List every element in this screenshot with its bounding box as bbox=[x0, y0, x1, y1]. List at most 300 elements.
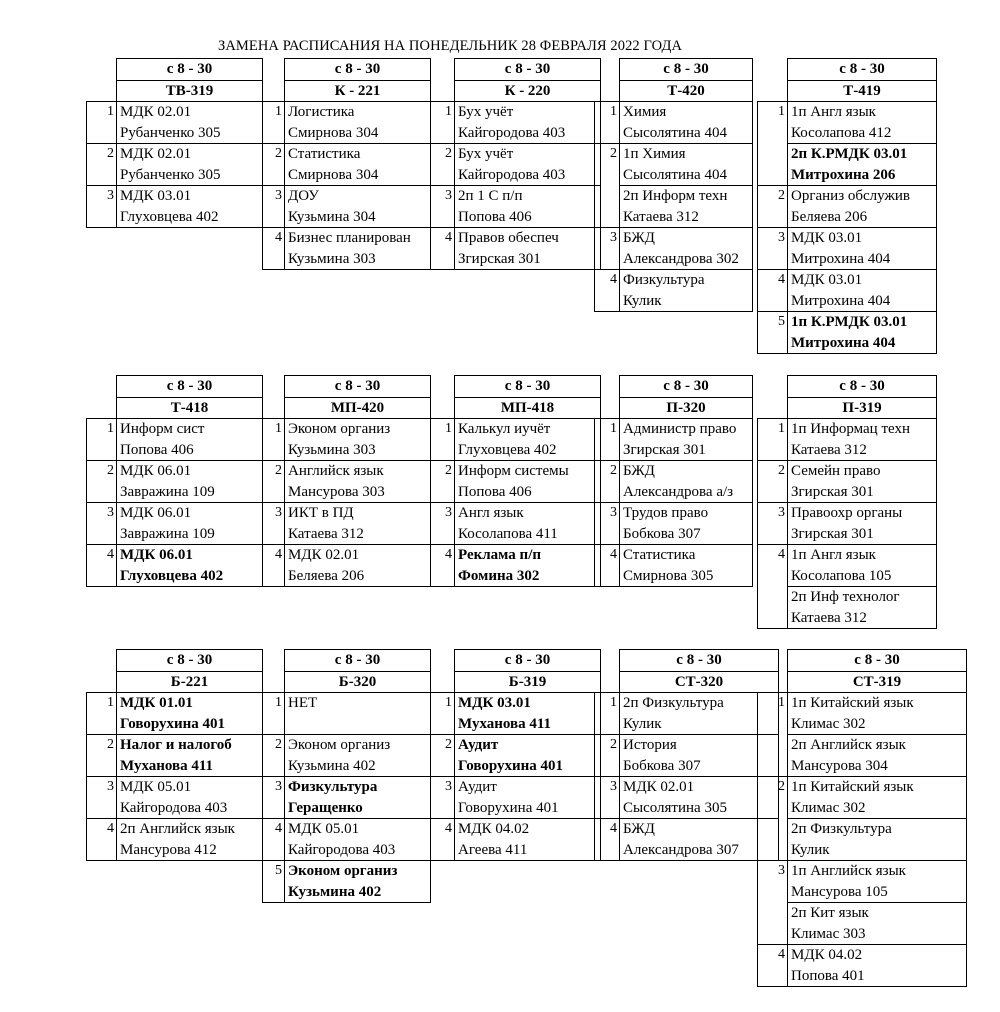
group-table bbox=[594, 649, 779, 861]
lesson-number: 1 bbox=[595, 102, 620, 144]
subject-text: 1п К.РМДК 03.01 bbox=[788, 312, 937, 333]
blank-cell bbox=[595, 650, 620, 672]
table-row bbox=[263, 461, 431, 482]
teacher-room-text: Згирская 301 bbox=[455, 249, 601, 270]
lesson-number: 4 bbox=[263, 228, 285, 270]
teacher-room-text: Митрохина 404 bbox=[788, 249, 937, 270]
blank-cell bbox=[758, 59, 788, 81]
subject-text: МДК 05.01 bbox=[117, 777, 263, 798]
subject-text: ДОУ bbox=[285, 186, 431, 207]
blank-cell bbox=[263, 671, 285, 693]
time-header: с 8 - 30 bbox=[285, 650, 431, 672]
lesson-number: 2 bbox=[595, 735, 620, 777]
table-row bbox=[758, 102, 937, 123]
table-row bbox=[431, 819, 601, 840]
teacher-room-text: Мансурова 105 bbox=[788, 882, 967, 903]
table-row bbox=[758, 966, 967, 987]
group-table bbox=[86, 649, 263, 861]
teacher-room-text: Кузьмина 402 bbox=[285, 882, 431, 903]
teacher-room-text: Агеева 411 bbox=[455, 840, 601, 861]
table-row bbox=[431, 461, 601, 482]
teacher-room-text: Попова 406 bbox=[455, 207, 601, 228]
teacher-room-text: Згирская 301 bbox=[788, 482, 937, 503]
lesson-number: 3 bbox=[595, 777, 620, 819]
table-row bbox=[263, 207, 431, 228]
teacher-room-text: Мансурова 304 bbox=[788, 756, 967, 777]
time-header: с 8 - 30 bbox=[788, 59, 937, 81]
teacher-room-text: Митрохина 404 bbox=[788, 333, 937, 354]
table-row bbox=[431, 440, 601, 461]
lesson-number: 4 bbox=[595, 819, 620, 861]
table-row bbox=[87, 419, 263, 440]
lesson-number: 3 bbox=[87, 503, 117, 545]
table-row bbox=[263, 503, 431, 524]
lesson-number: 3 bbox=[263, 777, 285, 819]
group-block-g15 bbox=[757, 649, 967, 987]
lesson-number: 1 bbox=[431, 419, 455, 461]
group-block-g10 bbox=[757, 375, 937, 629]
table-row bbox=[758, 840, 967, 861]
time-header: с 8 - 30 bbox=[455, 650, 601, 672]
table-row bbox=[595, 228, 753, 249]
teacher-room-text: Катаева 312 bbox=[285, 524, 431, 545]
subject-text: Администр право bbox=[620, 419, 753, 440]
subject-text: МДК 06.01 bbox=[117, 461, 263, 482]
table-row bbox=[87, 503, 263, 524]
table-row bbox=[263, 102, 431, 123]
group-block-g2 bbox=[262, 58, 431, 270]
table-row bbox=[431, 798, 601, 819]
subject-text: МДК 03.01 bbox=[788, 228, 937, 249]
teacher-room-text: Мансурова 303 bbox=[285, 482, 431, 503]
table-row bbox=[595, 693, 779, 714]
table-row bbox=[431, 249, 601, 270]
time-header: с 8 - 30 bbox=[620, 59, 753, 81]
teacher-room-text: Сысолятина 404 bbox=[620, 165, 753, 186]
table-row bbox=[263, 693, 431, 714]
teacher-room-text: Рубанченко 305 bbox=[117, 165, 263, 186]
teacher-room-text: Сысолятина 404 bbox=[620, 123, 753, 144]
lesson-number: 3 bbox=[263, 503, 285, 545]
table-row bbox=[263, 840, 431, 861]
lesson-number: 2 bbox=[263, 461, 285, 503]
lesson-number: 2 bbox=[431, 144, 455, 186]
lesson-number: 4 bbox=[263, 819, 285, 861]
blank-cell bbox=[87, 671, 117, 693]
subject-text: Бух учёт bbox=[455, 102, 601, 123]
table-row bbox=[758, 461, 937, 482]
lesson-number: 1 bbox=[595, 693, 620, 735]
time-header: с 8 - 30 bbox=[285, 59, 431, 81]
subject-text: 2п Инф технолог bbox=[788, 587, 937, 608]
blank-cell bbox=[263, 650, 285, 672]
subject-text: Трудов право bbox=[620, 503, 753, 524]
table-row bbox=[595, 503, 753, 524]
subject-text: БЖД bbox=[620, 819, 779, 840]
teacher-room-text: Александрова а/з bbox=[620, 482, 753, 503]
subject-text: МДК 03.01 bbox=[788, 270, 937, 291]
lesson-number: 3 bbox=[431, 777, 455, 819]
table-row bbox=[758, 419, 937, 440]
time-header: с 8 - 30 bbox=[117, 650, 263, 672]
time-header: с 8 - 30 bbox=[455, 376, 601, 398]
group-block-g1 bbox=[86, 58, 263, 228]
teacher-room-text: Глуховцева 402 bbox=[117, 566, 263, 587]
lesson-number: 3 bbox=[431, 503, 455, 545]
teacher-room-text: Митрохина 206 bbox=[788, 165, 937, 186]
table-row bbox=[87, 102, 263, 123]
lesson-number: 1 bbox=[263, 419, 285, 461]
group-name-header: СТ-320 bbox=[620, 671, 779, 693]
table-row bbox=[263, 566, 431, 587]
group-name-header: МП-418 bbox=[455, 397, 601, 419]
table-row bbox=[263, 798, 431, 819]
blank-cell bbox=[87, 650, 117, 672]
blank-cell bbox=[758, 80, 788, 102]
subject-text: Информ системы bbox=[455, 461, 601, 482]
subject-text: МДК 04.02 bbox=[455, 819, 601, 840]
lesson-number: 3 bbox=[431, 186, 455, 228]
lesson-number: 1 bbox=[758, 693, 788, 777]
lesson-number: 2 bbox=[87, 144, 117, 186]
table-row bbox=[87, 735, 263, 756]
teacher-room-text: Кулик bbox=[788, 840, 967, 861]
table-row bbox=[758, 735, 967, 756]
group-block-g11 bbox=[86, 649, 263, 861]
subject-text: МДК 02.01 bbox=[620, 777, 779, 798]
time-header: с 8 - 30 bbox=[285, 376, 431, 398]
teacher-room-text: Беляева 206 bbox=[285, 566, 431, 587]
time-header: с 8 - 30 bbox=[620, 376, 753, 398]
group-name-header: К - 221 bbox=[285, 80, 431, 102]
table-row bbox=[431, 144, 601, 165]
blank-cell bbox=[87, 376, 117, 398]
table-row bbox=[431, 566, 601, 587]
subject-text: Бух учёт bbox=[455, 144, 601, 165]
table-row bbox=[758, 861, 967, 882]
table-row bbox=[758, 903, 967, 924]
group-table bbox=[430, 375, 601, 587]
subject-text: МДК 01.01 bbox=[117, 693, 263, 714]
table-row bbox=[87, 461, 263, 482]
table-row bbox=[431, 419, 601, 440]
teacher-room-text: Муханова 411 bbox=[117, 756, 263, 777]
teacher-room-text: Говорухина 401 bbox=[455, 756, 601, 777]
teacher-room-text: Климас 302 bbox=[788, 798, 967, 819]
teacher-room-text: Завражина 109 bbox=[117, 524, 263, 545]
lesson-number: 4 bbox=[758, 945, 788, 987]
group-name-header: П-319 bbox=[788, 397, 937, 419]
table-row bbox=[758, 270, 937, 291]
blank-cell bbox=[431, 671, 455, 693]
subject-text: Эконом организ bbox=[285, 735, 431, 756]
table-row bbox=[595, 777, 779, 798]
subject-text: Эконом организ bbox=[285, 419, 431, 440]
table-row bbox=[595, 419, 753, 440]
table-row bbox=[758, 756, 967, 777]
lesson-number: 2 bbox=[263, 735, 285, 777]
time-header: с 8 - 30 bbox=[117, 59, 263, 81]
table-row bbox=[758, 798, 967, 819]
teacher-room-text: Глуховцева 402 bbox=[117, 207, 263, 228]
teacher-room-text: Геращенко bbox=[285, 798, 431, 819]
time-header: с 8 - 30 bbox=[620, 650, 779, 672]
lesson-number: 5 bbox=[263, 861, 285, 903]
group-table bbox=[430, 58, 601, 270]
teacher-room-text: Говорухина 401 bbox=[117, 714, 263, 735]
lesson-number: 4 bbox=[758, 270, 788, 312]
group-name-header: ТВ-319 bbox=[117, 80, 263, 102]
teacher-room-text: Беляева 206 bbox=[788, 207, 937, 228]
teacher-room-text: Косолапова 105 bbox=[788, 566, 937, 587]
subject-text: Семейн право bbox=[788, 461, 937, 482]
lesson-number: 5 bbox=[758, 312, 788, 354]
lesson-number: 2 bbox=[87, 735, 117, 777]
table-row bbox=[431, 714, 601, 735]
group-block-g3 bbox=[430, 58, 601, 270]
subject-text: Информ сист bbox=[117, 419, 263, 440]
table-row bbox=[758, 693, 967, 714]
teacher-room-text bbox=[285, 714, 431, 735]
subject-text: 1п Англ язык bbox=[788, 545, 937, 566]
table-row bbox=[758, 819, 967, 840]
blank-cell bbox=[431, 376, 455, 398]
group-block-g8 bbox=[430, 375, 601, 587]
group-name-header: Б-320 bbox=[285, 671, 431, 693]
lesson-number: 2 bbox=[758, 461, 788, 503]
teacher-room-text: Попова 406 bbox=[455, 482, 601, 503]
teacher-room-text: Смирнова 305 bbox=[620, 566, 753, 587]
lesson-number: 4 bbox=[431, 228, 455, 270]
group-table bbox=[262, 649, 431, 903]
blank-cell bbox=[263, 376, 285, 398]
blank-cell bbox=[595, 671, 620, 693]
teacher-room-text: Муханова 411 bbox=[455, 714, 601, 735]
table-row bbox=[263, 714, 431, 735]
lesson-number: 2 bbox=[595, 144, 620, 228]
table-row bbox=[595, 798, 779, 819]
subject-text: Калькул иучёт bbox=[455, 419, 601, 440]
subject-text: МДК 03.01 bbox=[455, 693, 601, 714]
table-row bbox=[758, 714, 967, 735]
teacher-room-text: Кузьмина 402 bbox=[285, 756, 431, 777]
subject-text: 2п Английск язык bbox=[788, 735, 967, 756]
subject-text: 2п Физкультура bbox=[620, 693, 779, 714]
teacher-room-text: Рубанченко 305 bbox=[117, 123, 263, 144]
table-row bbox=[758, 945, 967, 966]
subject-text: 1п Английск язык bbox=[788, 861, 967, 882]
table-row bbox=[87, 777, 263, 798]
lesson-number: 3 bbox=[263, 186, 285, 228]
teacher-room-text: Смирнова 304 bbox=[285, 123, 431, 144]
table-row bbox=[263, 861, 431, 882]
lesson-number: 4 bbox=[263, 545, 285, 587]
teacher-room-text: Катаева 312 bbox=[788, 608, 937, 629]
teacher-room-text: Александрова 302 bbox=[620, 249, 753, 270]
group-table bbox=[757, 649, 967, 987]
teacher-room-text: Попова 401 bbox=[788, 966, 967, 987]
blank-cell bbox=[87, 59, 117, 81]
group-table bbox=[757, 58, 937, 354]
teacher-room-text: Кайгородова 403 bbox=[455, 165, 601, 186]
blank-cell bbox=[431, 80, 455, 102]
teacher-room-text: Говорухина 401 bbox=[455, 798, 601, 819]
lesson-number: 4 bbox=[431, 819, 455, 861]
lesson-number: 1 bbox=[87, 102, 117, 144]
table-row bbox=[758, 186, 937, 207]
table-row bbox=[263, 165, 431, 186]
teacher-room-text: Завражина 109 bbox=[117, 482, 263, 503]
table-row bbox=[431, 756, 601, 777]
teacher-room-text: Попова 406 bbox=[117, 440, 263, 461]
teacher-room-text: Кулик bbox=[620, 714, 779, 735]
lesson-number: 2 bbox=[87, 461, 117, 503]
teacher-room-text: Бобкова 307 bbox=[620, 524, 753, 545]
table-row bbox=[263, 735, 431, 756]
blank-cell bbox=[595, 397, 620, 419]
subject-text: 1п Англ язык bbox=[788, 102, 937, 123]
subject-text: Налог и налогоб bbox=[117, 735, 263, 756]
subject-text: МДК 03.01 bbox=[117, 186, 263, 207]
subject-text: МДК 02.01 bbox=[285, 545, 431, 566]
lesson-number: 1 bbox=[758, 102, 788, 186]
subject-text: Логистика bbox=[285, 102, 431, 123]
table-row bbox=[263, 186, 431, 207]
subject-text: 1п Китайский язык bbox=[788, 777, 967, 798]
table-row bbox=[595, 461, 753, 482]
lesson-number: 1 bbox=[595, 419, 620, 461]
lesson-number: 3 bbox=[87, 186, 117, 228]
table-row bbox=[87, 186, 263, 207]
table-row bbox=[758, 882, 967, 903]
table-row bbox=[431, 186, 601, 207]
teacher-room-text: Катаева 312 bbox=[788, 440, 937, 461]
group-block-g6 bbox=[86, 375, 263, 587]
table-row bbox=[431, 165, 601, 186]
subject-text: Химия bbox=[620, 102, 753, 123]
table-row bbox=[595, 144, 753, 165]
subject-text: МДК 02.01 bbox=[117, 102, 263, 123]
subject-text: Аудит bbox=[455, 777, 601, 798]
lesson-number: 4 bbox=[758, 545, 788, 629]
table-row bbox=[595, 735, 779, 756]
blank-cell bbox=[87, 397, 117, 419]
lesson-number: 3 bbox=[595, 228, 620, 270]
teacher-room-text: Кайгородова 403 bbox=[455, 123, 601, 144]
teacher-room-text: Мансурова 412 bbox=[117, 840, 263, 861]
group-name-header: Т-419 bbox=[788, 80, 937, 102]
table-row bbox=[595, 270, 753, 291]
lesson-number: 1 bbox=[431, 693, 455, 735]
table-row bbox=[263, 777, 431, 798]
table-row bbox=[431, 735, 601, 756]
lesson-number: 3 bbox=[758, 228, 788, 270]
teacher-room-text: Кузьмина 303 bbox=[285, 440, 431, 461]
group-name-header: Т-418 bbox=[117, 397, 263, 419]
lesson-number: 3 bbox=[758, 503, 788, 545]
blank-cell bbox=[263, 80, 285, 102]
subject-text: НЕТ bbox=[285, 693, 431, 714]
teacher-room-text: Згирская 301 bbox=[620, 440, 753, 461]
table-row bbox=[87, 144, 263, 165]
teacher-room-text: Катаева 312 bbox=[620, 207, 753, 228]
time-header: с 8 - 30 bbox=[788, 376, 937, 398]
subject-text: 2п Английск язык bbox=[117, 819, 263, 840]
lesson-number: 1 bbox=[87, 693, 117, 735]
table-row bbox=[263, 419, 431, 440]
group-block-g5 bbox=[757, 58, 937, 354]
table-row bbox=[595, 819, 779, 840]
blank-cell bbox=[758, 397, 788, 419]
group-block-g14 bbox=[594, 649, 779, 861]
table-row bbox=[758, 777, 967, 798]
group-name-header: Б-319 bbox=[455, 671, 601, 693]
lesson-number: 2 bbox=[431, 461, 455, 503]
blank-cell bbox=[595, 80, 620, 102]
teacher-room-text: Косолапова 411 bbox=[455, 524, 601, 545]
table-row bbox=[87, 693, 263, 714]
lesson-number: 3 bbox=[87, 777, 117, 819]
table-row bbox=[595, 756, 779, 777]
table-row bbox=[758, 545, 937, 566]
teacher-room-text: Косолапова 412 bbox=[788, 123, 937, 144]
page-title: ЗАМЕНА РАСПИСАНИЯ НА ПОНЕДЕЛЬНИК 28 ФЕВРАЛЯ 2022 ГОДА bbox=[217, 38, 683, 54]
subject-text: МДК 06.01 bbox=[117, 545, 263, 566]
subject-text: БЖД bbox=[620, 461, 753, 482]
subject-text: МДК 05.01 bbox=[285, 819, 431, 840]
teacher-room-text: Кулик bbox=[620, 291, 753, 312]
subject-text: 2п К.РМДК 03.01 bbox=[788, 144, 937, 165]
subject-text: Статистика bbox=[620, 545, 753, 566]
subject-text: 1п Химия bbox=[620, 144, 753, 165]
subject-text: ИКТ в ПД bbox=[285, 503, 431, 524]
lesson-number: 1 bbox=[263, 102, 285, 144]
table-row bbox=[263, 882, 431, 903]
subject-text: Английск язык bbox=[285, 461, 431, 482]
subject-text: 2п Физкультура bbox=[788, 819, 967, 840]
table-row bbox=[263, 482, 431, 503]
group-table bbox=[594, 375, 753, 587]
subject-text: 1п Китайский язык bbox=[788, 693, 967, 714]
table-row bbox=[263, 524, 431, 545]
subject-text: МДК 02.01 bbox=[117, 144, 263, 165]
lesson-number: 3 bbox=[758, 861, 788, 945]
group-name-header: Т-420 bbox=[620, 80, 753, 102]
lesson-number: 4 bbox=[431, 545, 455, 587]
group-block-g7 bbox=[262, 375, 431, 587]
lesson-number: 1 bbox=[431, 102, 455, 144]
table-row bbox=[595, 840, 779, 861]
subject-text: Англ язык bbox=[455, 503, 601, 524]
teacher-room-text: Кайгородова 403 bbox=[117, 798, 263, 819]
teacher-room-text: Згирская 301 bbox=[788, 524, 937, 545]
table-row bbox=[595, 545, 753, 566]
table-row bbox=[263, 819, 431, 840]
blank-cell bbox=[263, 59, 285, 81]
subject-text: Правов обеспеч bbox=[455, 228, 601, 249]
group-table bbox=[262, 375, 431, 587]
table-row bbox=[263, 756, 431, 777]
teacher-room-text: Климас 302 bbox=[788, 714, 967, 735]
blank-cell bbox=[431, 650, 455, 672]
table-row bbox=[263, 249, 431, 270]
group-name-header: МП-420 bbox=[285, 397, 431, 419]
subject-text: Физкультура bbox=[285, 777, 431, 798]
subject-text: 2п Кит язык bbox=[788, 903, 967, 924]
blank-cell bbox=[263, 397, 285, 419]
table-row bbox=[758, 312, 937, 333]
table-row bbox=[758, 503, 937, 524]
